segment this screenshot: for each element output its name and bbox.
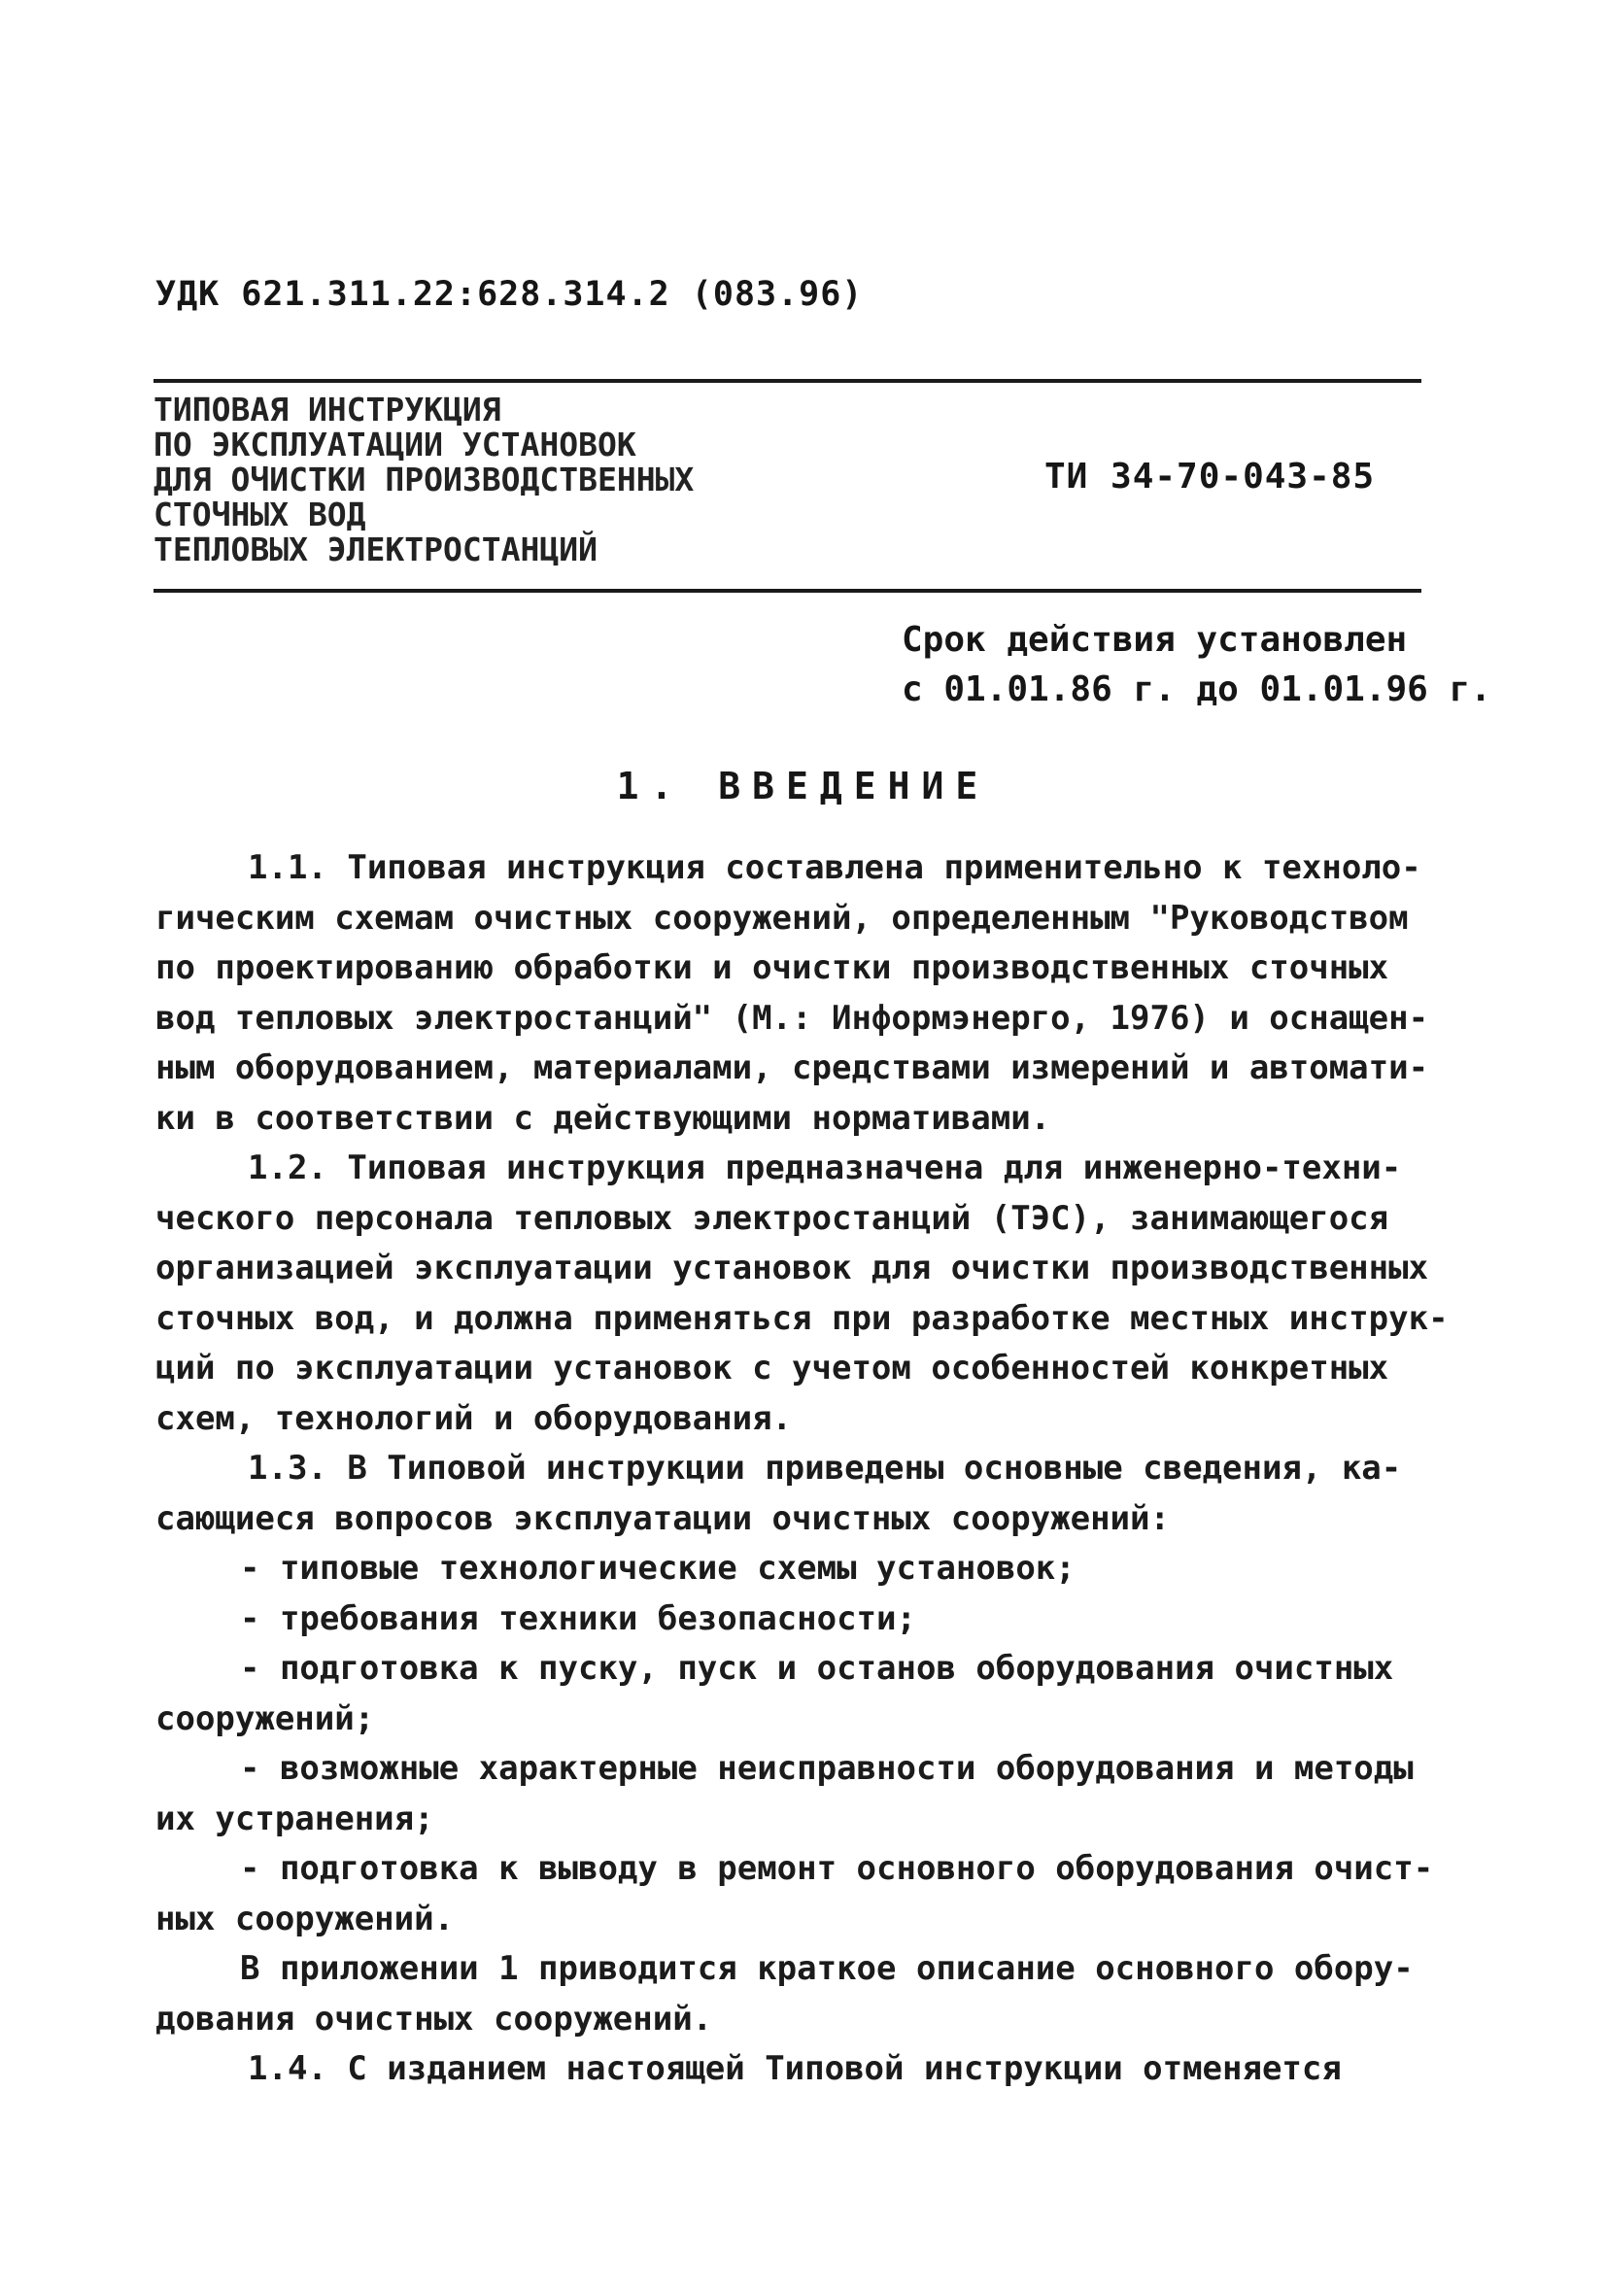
validity-period <box>902 615 1491 714</box>
title-line: ТЕПЛОВЫХ ЭЛЕКТРОСТАНЦИЙ <box>154 531 598 568</box>
list-item: - подготовка к выводу в ремонт основного оборудования очист- <box>240 1849 1434 1888</box>
text-line: 1.2. Типовая инструкция предназначена для инженерно-техни- <box>248 1148 1402 1187</box>
bottom-divider <box>154 589 1421 593</box>
list-item: - подготовка к пуску, пуск и останов оборудования очистных <box>240 1649 1394 1688</box>
text-line: 1.3. В Типовой инструкции приведены основные сведения, ка- <box>248 1449 1402 1488</box>
list-item: - типовые технологические схемы установок; <box>240 1549 1076 1588</box>
validity-line: Срок действия установлен <box>902 620 1408 660</box>
list-item: - требования техники безопасности; <box>240 1598 916 1638</box>
text-line: В приложении 1 приводится краткое описание основного обору- <box>240 1949 1414 1988</box>
text-line: сающиеся вопросов эксплуатации очистных сооружений: <box>155 1498 1170 1538</box>
text-line: ческого персонала тепловых электростанций (ТЭС), занимающегося <box>155 1198 1389 1238</box>
text-line: ным оборудованием, материалами, средствами измерений и автомати- <box>155 1048 1429 1087</box>
top-divider <box>154 379 1421 383</box>
text-line: их устранения; <box>155 1799 434 1838</box>
udc-code: УДК 621.311.22:628.314.2 (083.96) <box>155 275 864 314</box>
text-line: 1.1. Типовая инструкция составлена применительно к техноло- <box>248 848 1421 887</box>
text-line: дования очистных сооружений. <box>155 1999 713 2039</box>
title-line: ПО ЭКСПЛУАТАЦИИ УСТАНОВОК <box>154 426 636 463</box>
text-line: гическим схемам очистных сооружений, определенным "Руководством <box>155 898 1409 938</box>
text-line: 1.4. С изданием настоящей Типовой инструкции отменяется <box>248 2049 1342 2088</box>
list-item: - возможные характерные неисправности оборудования и методы <box>240 1749 1414 1788</box>
text-line: сточных вод, и должна применяться при разработке местных инструк- <box>155 1298 1449 1338</box>
text-line: организацией эксплуатации установок для очистки производственных <box>155 1249 1429 1287</box>
document-code: ТИ 34-70-043-85 <box>1044 457 1376 497</box>
text-line: по проектированию обработки и очистки производственных сточных <box>155 948 1389 987</box>
text-line: вод тепловых электростанций" (М.: Информэнерго, 1976) и оснащен- <box>155 998 1429 1038</box>
title-line: ДЛЯ ОЧИСТКИ ПРОИЗВОДСТВЕННЫХ <box>154 461 695 498</box>
text-line: ных сооружений. <box>155 1899 455 1938</box>
section-heading: 1. ВВЕДЕНИЕ <box>616 765 990 807</box>
body-text <box>155 843 1449 2095</box>
validity-line: с 01.01.86 г. до 01.01.96 г. <box>902 669 1491 709</box>
document-title <box>154 393 694 567</box>
text-line: ки в соответствии с действующими нормативами. <box>155 1098 1051 1138</box>
title-line: ТИПОВАЯ ИНСТРУКЦИЯ <box>154 391 501 428</box>
title-line: СТОЧНЫХ ВОД <box>154 496 366 533</box>
text-line: ций по эксплуатации установок с учетом особенностей конкретных <box>155 1349 1389 1388</box>
text-line: схем, технологий и оборудования. <box>155 1398 793 1438</box>
text-line: сооружений; <box>155 1698 375 1738</box>
